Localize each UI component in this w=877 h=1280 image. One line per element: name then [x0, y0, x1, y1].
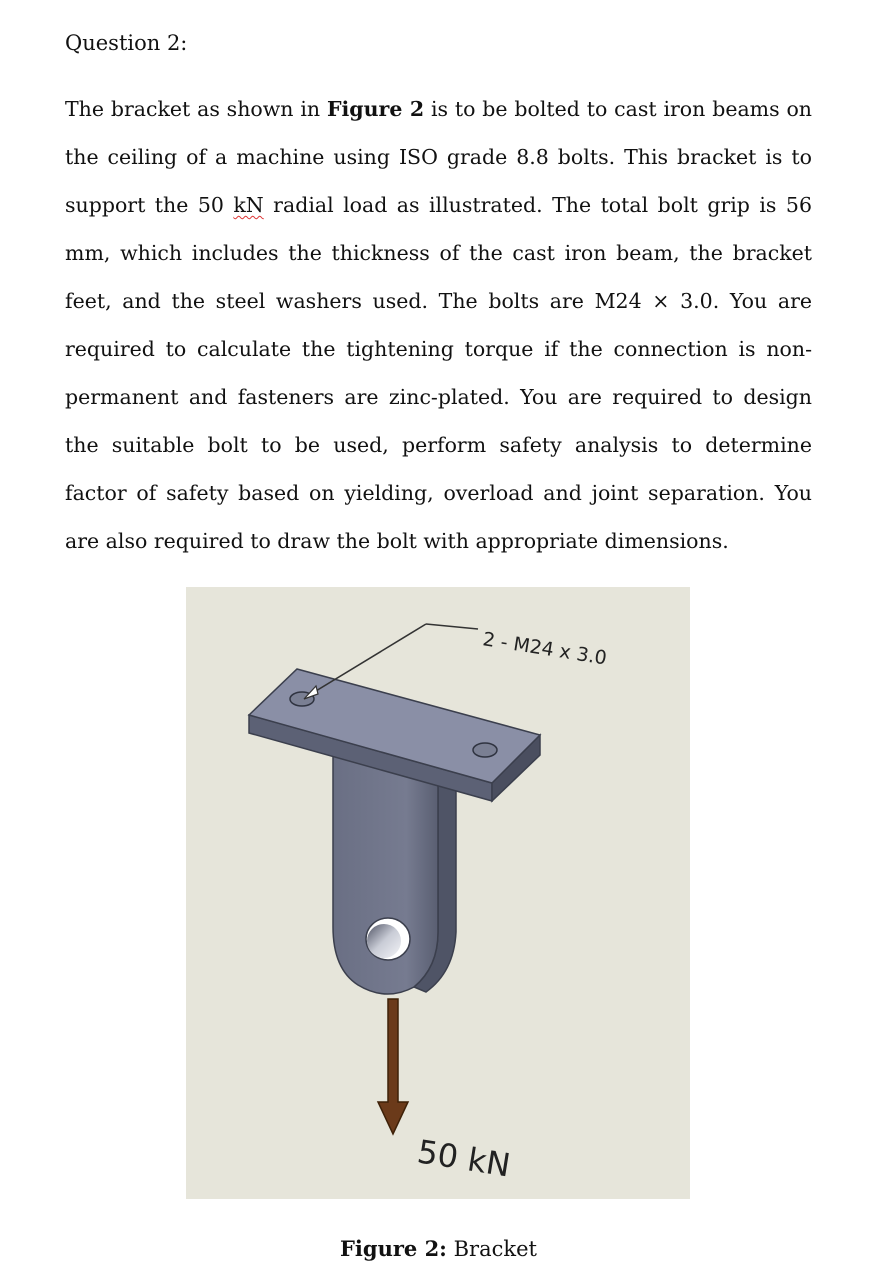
pin-hole-inner: [367, 924, 401, 958]
question-heading: Question 2:: [65, 31, 188, 55]
figure-caption: [0, 1236, 877, 1261]
leader-shoulder: [426, 624, 478, 629]
load-arrow: [378, 999, 408, 1134]
load-label: 50 kN: [414, 1132, 513, 1185]
bracket-figure: [186, 587, 690, 1199]
paragraph-text-part2: is to be bolted to cast iron beams on the ceiling of a machine using ISO grade 8.8 bolts. This bracket is to support the 50: [65, 97, 813, 217]
paragraph-text-part1: The bracket as shown in: [65, 97, 327, 121]
bolt-hole-right: [473, 743, 497, 757]
bolt-spec-label: 2 - M24 x 3.0: [481, 628, 609, 670]
bracket-illustration: [186, 587, 690, 1199]
paragraph-text-part3: radial load as illustrated. The total bolt grip is 56 mm, which includes the thickness of the cast iron beam, the bracket feet, and the steel washers used. The bolts are M24 × 3.0. You are required to calculate the tightening torque if the connection is non-permanent and fasteners are zinc-plated. You are required to design the suitable bolt to be used, perform safety analysis to determine factor of safety based on yielding, overload and joint separation. You are also required to draw the bolt with appropriate dimensions.: [65, 193, 812, 553]
leader-line: [306, 624, 426, 697]
spellcheck-flagged-word: kN: [233, 193, 264, 217]
figure-reference: Figure 2: [326, 97, 425, 121]
question-paragraph: [65, 85, 812, 565]
caption-label: Figure 2:: [340, 1236, 447, 1261]
caption-text: Bracket: [446, 1237, 537, 1261]
